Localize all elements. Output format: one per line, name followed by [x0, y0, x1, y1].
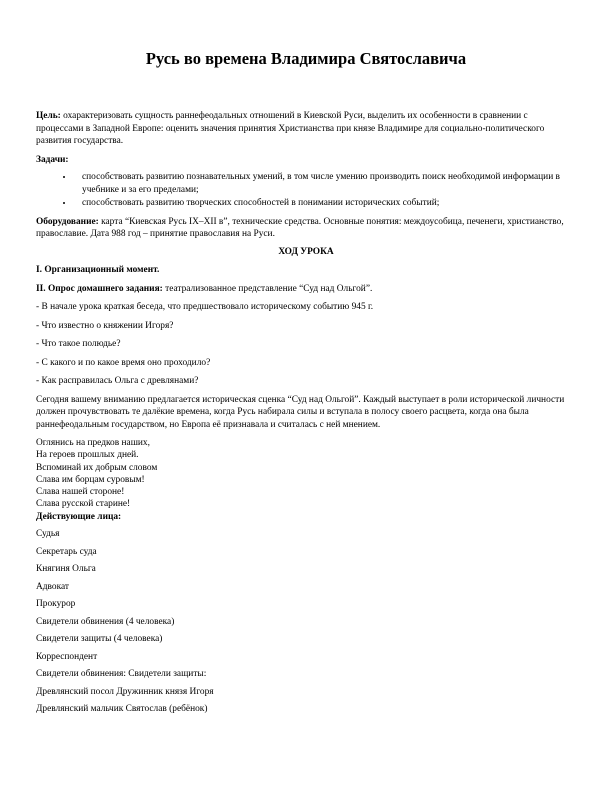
task-item: • способствовать развитию познавательных умений, в том числе умению производить поиск необходимой информации в учебнике и за его пределами; [74, 171, 576, 196]
goal-text: охарактеризовать сущность раннефеодальных отношений в Киевской Руси, выделить их особенности в сравнении с процессами в Западной Европе: оценить значения принятия Христианства при князе Владимире для социально-политического развития государства. [36, 111, 545, 146]
cast-item: Секретарь суда [36, 546, 97, 557]
cast-item: Древлянский посол Дружинник князя Игоря [36, 686, 214, 697]
poem [36, 437, 576, 511]
poem-line: Слава им борцам суровым! [36, 474, 145, 485]
poem-line: На героев прошлых дней. [36, 450, 139, 461]
section-2-label: II. Опрос домашнего задания: [36, 283, 163, 294]
intro-paragraph: Сегодня вашему вниманию предлагается историческая сценка “Суд над Ольгой”. Каждый выступает в роли исторической личности должен прочувствовать те далёкие времена, когда Русь набирала силы и вступала в полосу своего расцвета, когда она была раннефеодальным государством, но Европа её признавала и считалась с ней мнением. [36, 394, 565, 430]
task-item: • способствовать развитию творческих способностей в понимании исторических событий; [74, 197, 576, 210]
cast-item: Прокурор [36, 599, 76, 610]
equipment-label: Оборудование: [36, 216, 99, 227]
poem-line: Вспоминай их добрым словом [36, 462, 158, 473]
cast-item: Адвокат [36, 581, 70, 592]
cast-item: Судья [36, 529, 60, 540]
lesson-heading: ХОД УРОКА [278, 246, 334, 257]
section-2-text: театрализованное представление “Суд над Ольгой”. [162, 283, 373, 294]
question-line: - Как расправилась Ольга с древлянами? [36, 376, 199, 386]
section-1-heading [36, 264, 576, 277]
goal-paragraph [36, 110, 576, 148]
goal-label: Цель: [36, 111, 61, 121]
section-1-label: I. Организационный момент. [36, 265, 160, 275]
question-line: - В начале урока краткая беседа, что предшествовало историческому событию 945 г. [36, 302, 374, 312]
tasks-heading [36, 154, 576, 167]
cast-item: Свидетели обвинения (4 человека) [36, 616, 175, 627]
cast-heading [36, 511, 576, 524]
question-line: - С какого и по какое время оно проходило? [36, 357, 211, 368]
tasks-list [36, 171, 576, 210]
section-2-paragraph [36, 283, 576, 296]
cast-label: Действующие лица: [36, 511, 122, 522]
equipment-text: карта “Киевская Русь IX–XII в”, технические средства. Основные понятия: междоусобица, печенеги, христианство, православие. Дата 988 год – принятие православия на Руси. [36, 216, 564, 239]
equipment-paragraph [36, 216, 576, 241]
cast-item: Древлянский мальчик Святослав (ребёнок) [36, 704, 208, 715]
cast-item: Корреспондент [36, 651, 98, 662]
document-title: Русь во времена Владимира Святославича [145, 49, 467, 68]
cast-item: Свидетели обвинения: Свидетели защиты: [36, 669, 207, 680]
tasks-label: Задачи: [36, 154, 69, 165]
question-line: - Что известно о княжении Игоря? [36, 320, 174, 331]
poem-line: Слава русской старине! [36, 499, 131, 510]
cast-item: Свидетели защиты (4 человека) [36, 634, 163, 645]
poem-line: Оглянись на предков наших, [36, 438, 150, 448]
cast-list [36, 528, 576, 716]
cast-item: Княгиня Ольга [36, 564, 96, 575]
question-line: - Что такое полюдье? [36, 339, 121, 349]
poem-line: Слава нашей стороне! [36, 487, 125, 498]
